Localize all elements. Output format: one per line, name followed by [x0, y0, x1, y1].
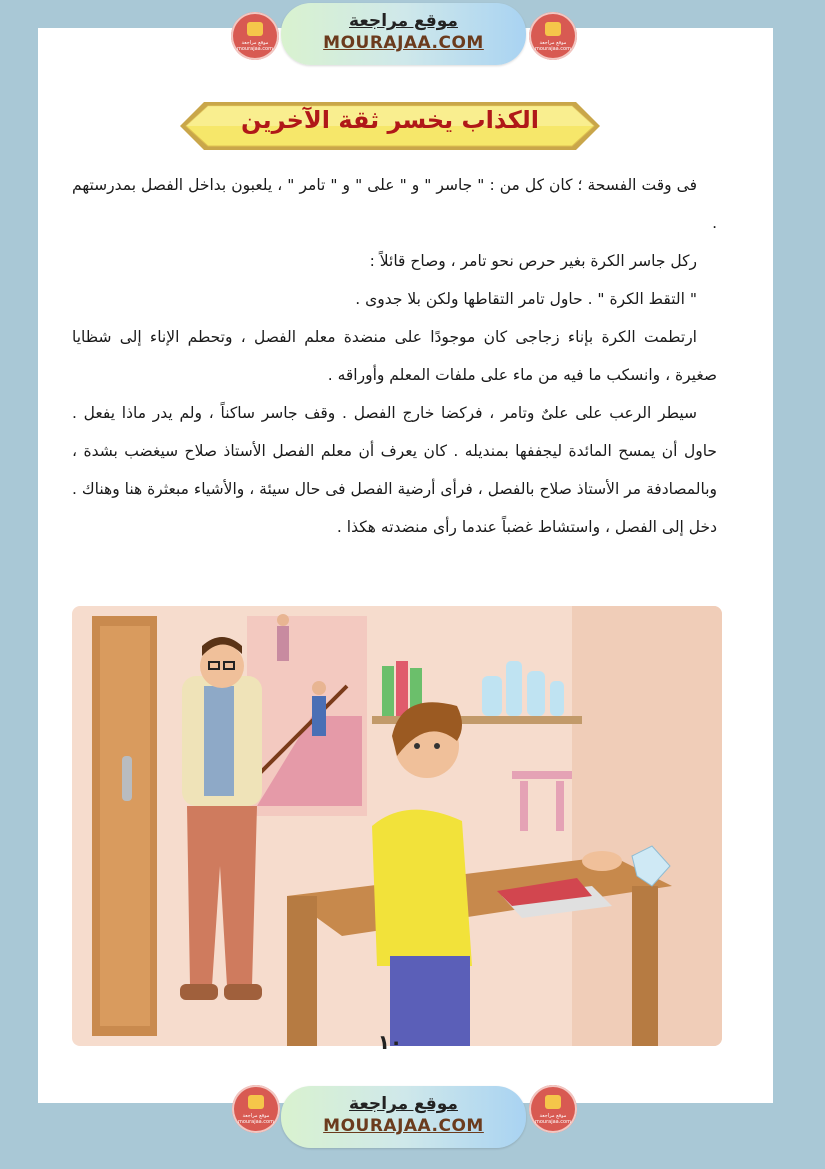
- story-paragraph: ارتطمت الكرة بإناء زجاجى كان موجودًا على منضدة معلم الفصل ، وتحطم الإناء إلى شظايا صغيرة ، وانسكب ما فيه من ماء على ملفات المعلم وأوراقه .: [72, 328, 717, 384]
- story-illustration: [72, 606, 722, 1046]
- mourajaa-logo-icon[interactable]: موقع مراجعة mourajaa.com: [529, 1085, 577, 1133]
- mourajaa-logo-icon[interactable]: موقع مراجعة mourajaa.com: [231, 12, 279, 60]
- story-text: [72, 166, 717, 546]
- mourajaa-logo-icon[interactable]: موقع مراجعة mourajaa.com: [232, 1085, 280, 1133]
- site-name-english[interactable]: MOURAJAA.COM: [323, 33, 484, 53]
- site-banner-bottom[interactable]: [281, 1086, 526, 1148]
- story-title-banner: [180, 98, 600, 154]
- site-name-english[interactable]: MOURAJAA.COM: [323, 1116, 484, 1136]
- story-paragraph: ركل جاسر الكرة بغير حرص نحو تامر ، وصاح قائلاً :: [369, 252, 697, 270]
- page-number: ١٠: [377, 1030, 403, 1054]
- story-paragraph: سيطر الرعب على علىٌ وتامر ، فركضا خارج الفصل . وقف جاسر ساكناً ، ولم يدر ماذا يفعل . حاول أن يمسح المائدة ليجففها بمنديله . كان يعرف أن معلم الفصل الأستاذ صلاح سيغضب بشدة ، وبالمصادفة مر الأستاذ صلاح بالفصل ، فرأى أرضية الفصل فى حال سيئة ، والأشياء مبعثرة هنا وهناك . دخل إلى الفصل ، واستشاط غضباً عندما رأى منضدته هكذا .: [72, 404, 717, 536]
- mourajaa-logo-icon[interactable]: موقع مراجعة mourajaa.com: [529, 12, 577, 60]
- story-paragraph: " التقط الكرة " . حاول تامر التقاطها ولكن بلا جدوى .: [355, 290, 697, 308]
- story-paragraph: فى وقت الفسحة ؛ كان كل من : " جاسر " و " على " و " تامر " ، يلعبون بداخل الفصل بمدرستهم .: [72, 176, 717, 232]
- story-title: الكذاب يخسر ثقة الآخرين: [241, 106, 539, 134]
- classroom-scene-illustration: [72, 606, 722, 1046]
- site-name-arabic[interactable]: موقع مراجعة: [349, 11, 458, 31]
- site-name-arabic[interactable]: موقع مراجعة: [349, 1094, 458, 1114]
- site-banner-top[interactable]: [281, 3, 526, 65]
